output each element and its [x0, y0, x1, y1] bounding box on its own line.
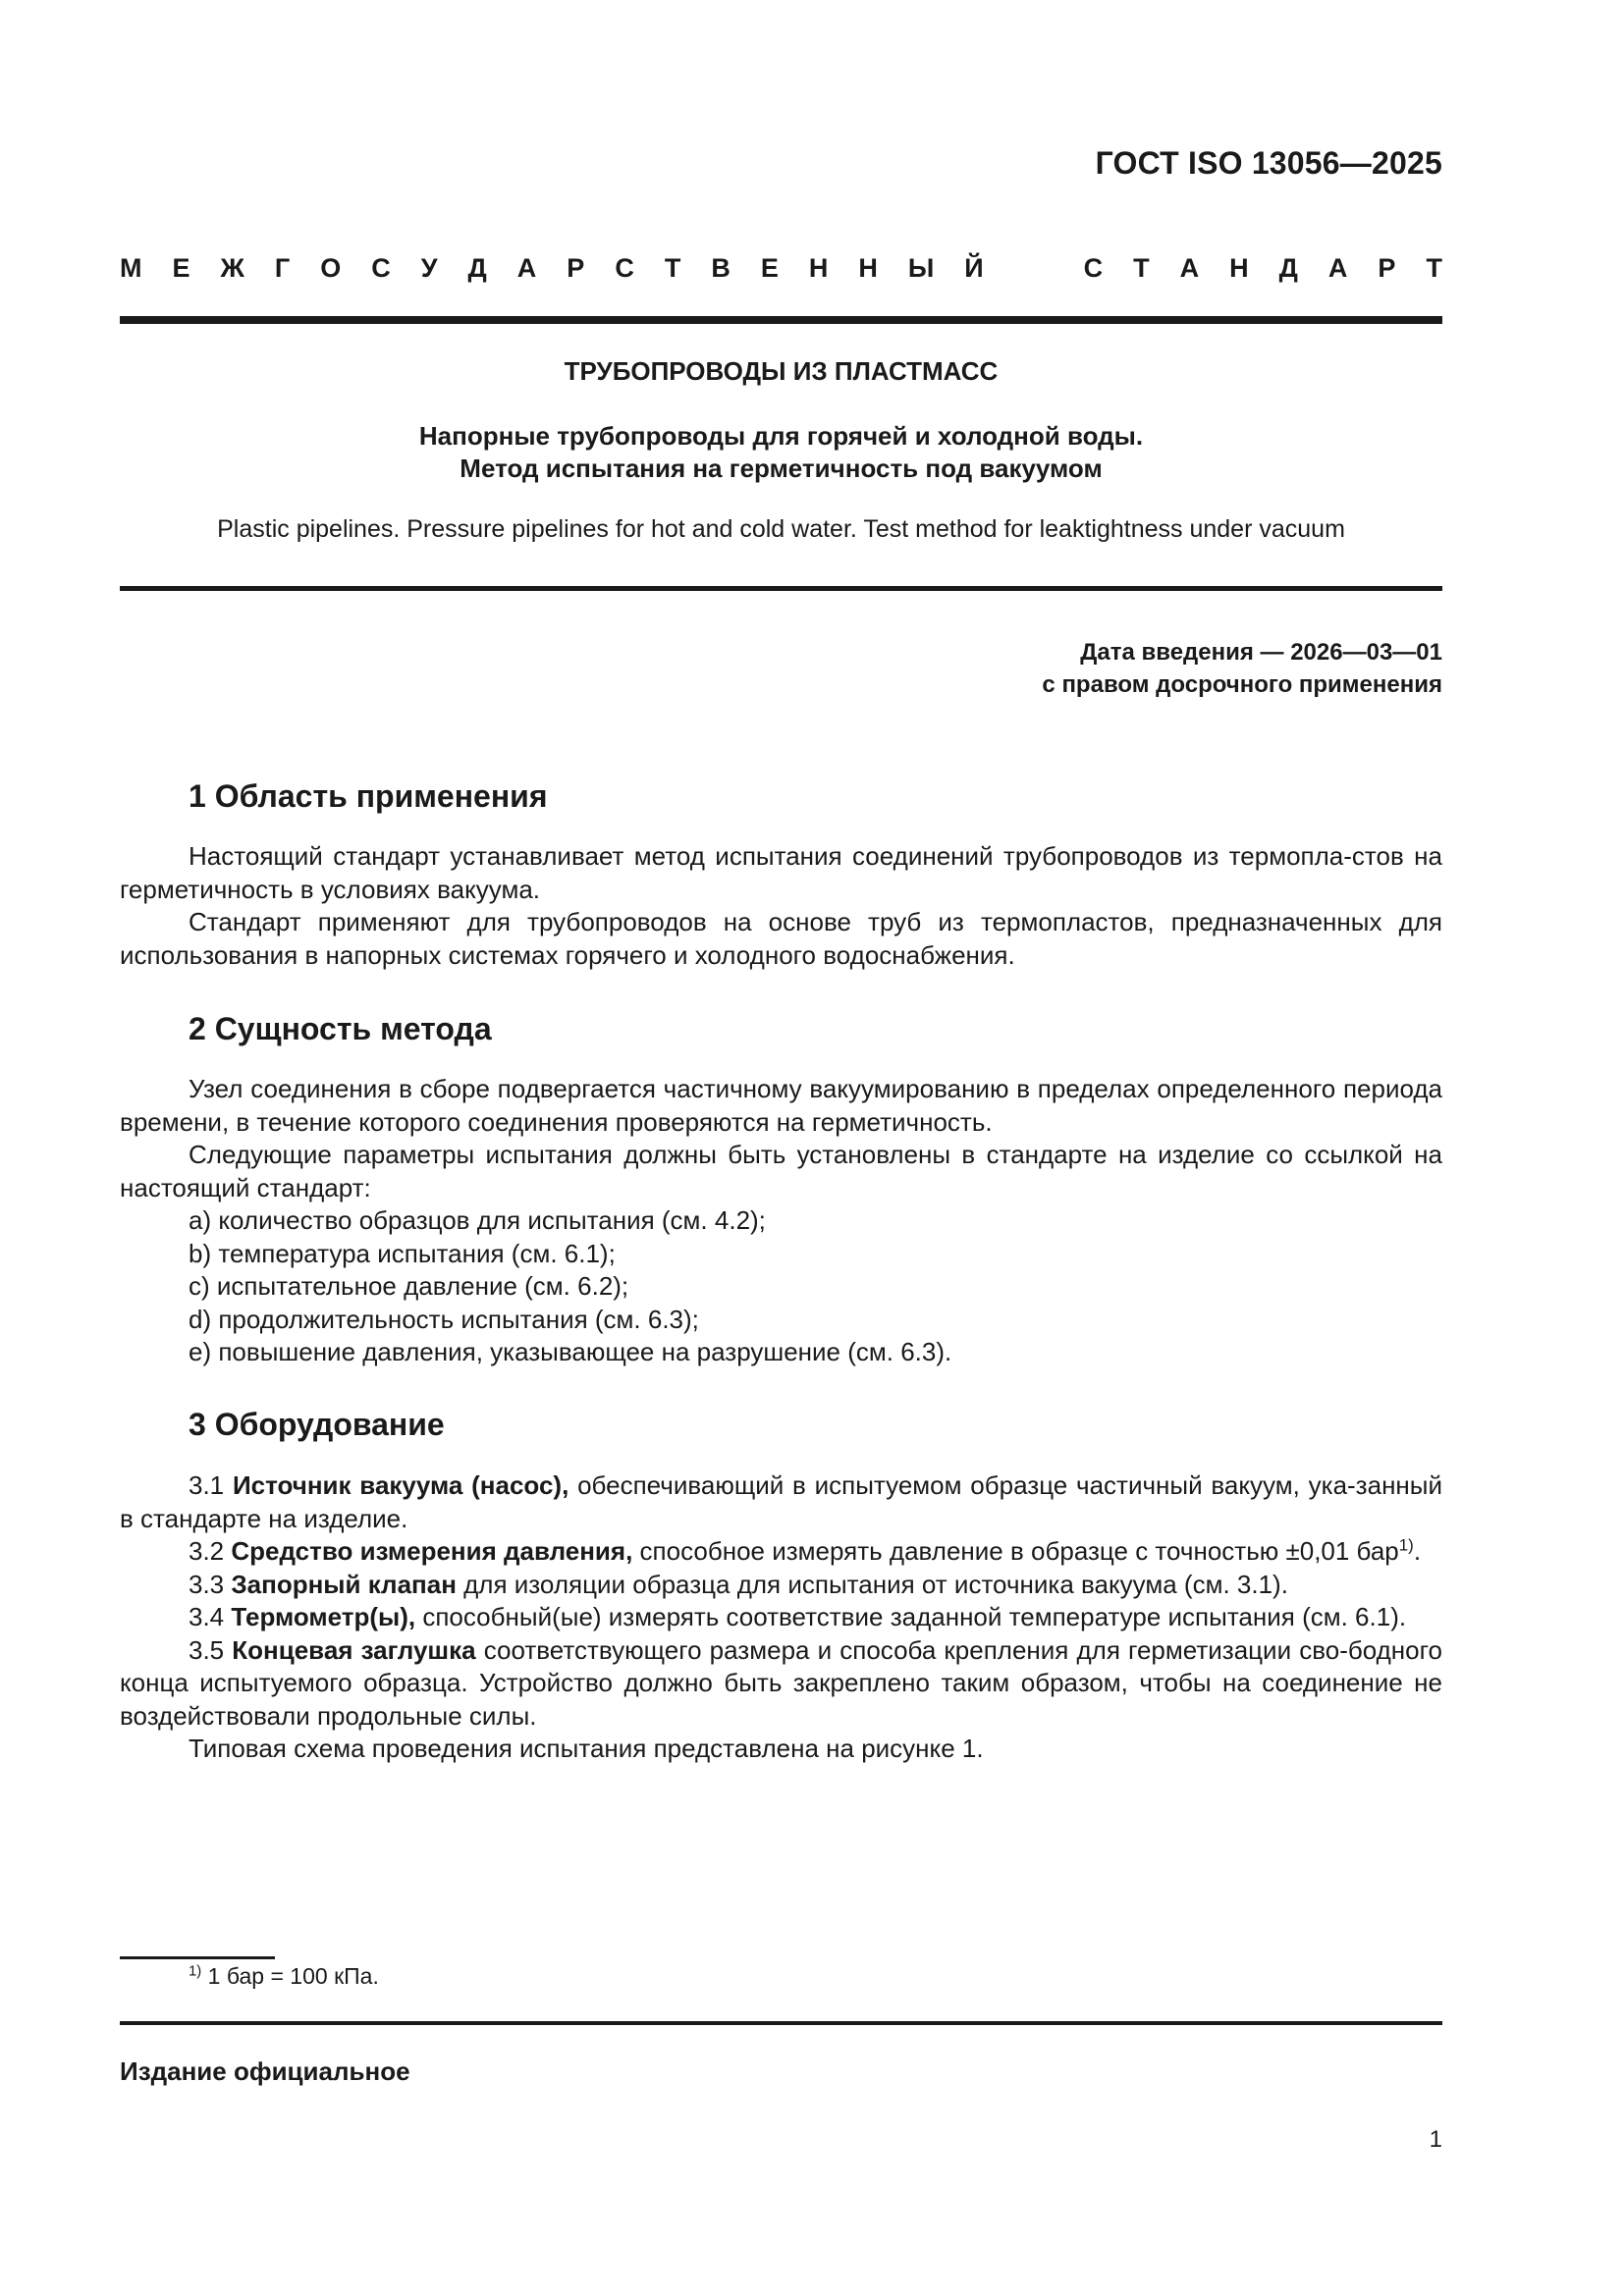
item-term: Источник вакуума (насос), [232, 1470, 569, 1500]
footnote-rule [120, 1956, 275, 1959]
equipment-item-3-5 [120, 1634, 1442, 1734]
english-title: Plastic pipelines. Pressure pipelines for hot and cold water. Test method for leaktightness under vacuum [217, 515, 1345, 543]
section-1-body [120, 840, 1442, 972]
section-1-heading: 1 Область применения [189, 778, 548, 814]
list-item: b) температура испытания (см. 6.1); [189, 1238, 616, 1268]
banner-letter: Е [760, 253, 779, 283]
sub-title-line-1: Напорные трубопроводы для горячей и холодной воды. [418, 421, 1144, 451]
footnote-reference[interactable]: 1) [1398, 1535, 1414, 1555]
banner-letter: Р [567, 253, 585, 283]
list-item: e) повышение давления, указывающее на разрушение (см. 6.3). [189, 1337, 952, 1366]
paragraph: Узел соединения в сборе подвергается частичному вакуумированию в пределах определенного периода времени, в течение которого соединения проверяются на герметичность. [120, 1074, 1442, 1137]
equipment-item-3-2 [120, 1535, 1442, 1569]
banner-gap [1014, 253, 1054, 284]
list-item: c) испытательное давление (см. 6.2); [189, 1271, 629, 1301]
introduction-date: Дата введения — 2026—03—01 [1080, 639, 1442, 666]
page-number: 1 [1429, 2126, 1442, 2153]
banner-letter: Ы [907, 253, 935, 283]
equipment-item-3-1 [120, 1469, 1442, 1535]
section-3-body [120, 1469, 1442, 1766]
item-text: для изоляции образца для испытания от источника вакуума (см. 3.1). [456, 1569, 1288, 1599]
banner-letter: Е [172, 253, 190, 283]
header-rule [120, 316, 1442, 324]
banner-letter: Й [964, 253, 984, 283]
item-text: способное измерять давление в образце с точностью ±0,01 бар [632, 1536, 1399, 1566]
item-text: соответствующего размера и способа крепления для герметизации сво-бодного конца испытуемого образца. Устройство должно быть закреплено таким образом, чтобы на соединение не воздействовали продольные силы. [120, 1634, 1442, 1731]
banner-letter: Н [808, 253, 829, 283]
early-application-note: с правом досрочного применения [1042, 671, 1442, 698]
standard-type-banner [120, 253, 1442, 284]
item-number: 3.4 [189, 1602, 225, 1631]
equipment-item-3-4 [120, 1601, 1442, 1634]
banner-letter: С [1083, 253, 1104, 283]
item-number: 3.1 [189, 1470, 225, 1500]
banner-letter: Т [664, 253, 681, 283]
list-item: a) количество образцов для испытания (см. 4.2); [189, 1205, 766, 1235]
paragraph: Стандарт применяют для трубопроводов на основе труб из термопластов, предназначенных для использования в напорных системах горячего и холодного водоснабжения. [120, 907, 1442, 970]
banner-letter: Д [467, 253, 487, 283]
banner-letter: Н [858, 253, 878, 283]
banner-letter: Т [1133, 253, 1150, 283]
item-text-end: . [1413, 1536, 1422, 1566]
banner-letter: О [320, 253, 342, 283]
item-term: Термометр(ы), [231, 1602, 416, 1631]
banner-letter: Р [1378, 253, 1396, 283]
item-term: Средство измерения давления, [231, 1536, 633, 1566]
paragraph: Типовая схема проведения испытания представлена на рисунке 1. [189, 1734, 984, 1763]
footnote-marker: 1) [189, 1962, 202, 1980]
footer-rule [120, 2021, 1442, 2025]
item-term: Запорный клапан [231, 1569, 457, 1599]
banner-letter: А [1179, 253, 1200, 283]
item-term: Концевая заглушка [232, 1634, 476, 1665]
paragraph: Настоящий стандарт устанавливает метод испытания соединений трубопроводов из термопла-стов на герметичность в условиях вакуума. [120, 841, 1442, 904]
paragraph: Следующие параметры испытания должны быть установлены в стандарте на изделие со ссылкой на настоящий стандарт: [120, 1140, 1442, 1202]
banner-letter: С [371, 253, 391, 283]
banner-letter: У [420, 253, 438, 283]
banner-letter: Т [1426, 253, 1442, 283]
section-2-heading: 2 Сущность метода [189, 1011, 492, 1046]
equipment-item-3-3 [120, 1569, 1442, 1602]
list-item: d) продолжительность испытания (см. 6.3); [189, 1304, 699, 1334]
banner-letter: В [711, 253, 731, 283]
banner-letter: Г [274, 253, 291, 283]
banner-letter: А [516, 253, 537, 283]
sub-title [120, 420, 1442, 485]
title-rule [120, 586, 1442, 591]
banner-letter: А [1327, 253, 1348, 283]
banner-letter: М [120, 253, 142, 283]
official-edition-label: Издание официальное [120, 2056, 410, 2086]
banner-letter: С [615, 253, 634, 283]
item-number: 3.5 [189, 1634, 225, 1665]
item-number: 3.3 [189, 1569, 225, 1599]
introduction-date-block [1042, 636, 1442, 701]
section-2-body [120, 1073, 1442, 1369]
item-text: обеспечивающий в испытуемом образце частичный вакуум, ука-занный в стандарте на изделие. [120, 1470, 1442, 1533]
footnote-text: 1 бар = 100 кПа. [201, 1963, 379, 1989]
sub-title-line-2: Метод испытания на герметичность под вакуумом [460, 454, 1103, 483]
item-text: способный(ые) измерять соответствие заданной температуре испытания (см. 6.1). [415, 1602, 1407, 1631]
main-title: ТРУБОПРОВОДЫ ИЗ ПЛАСТМАСС [564, 356, 999, 386]
document-number: ГОСТ ISO 13056—2025 [1095, 145, 1442, 181]
section-3-heading: 3 Оборудование [189, 1407, 445, 1442]
banner-letter: Н [1229, 253, 1249, 283]
item-number: 3.2 [189, 1536, 225, 1566]
banner-letter: Ж [220, 253, 244, 283]
banner-letter: Д [1278, 253, 1298, 283]
footnote [189, 1963, 379, 1990]
